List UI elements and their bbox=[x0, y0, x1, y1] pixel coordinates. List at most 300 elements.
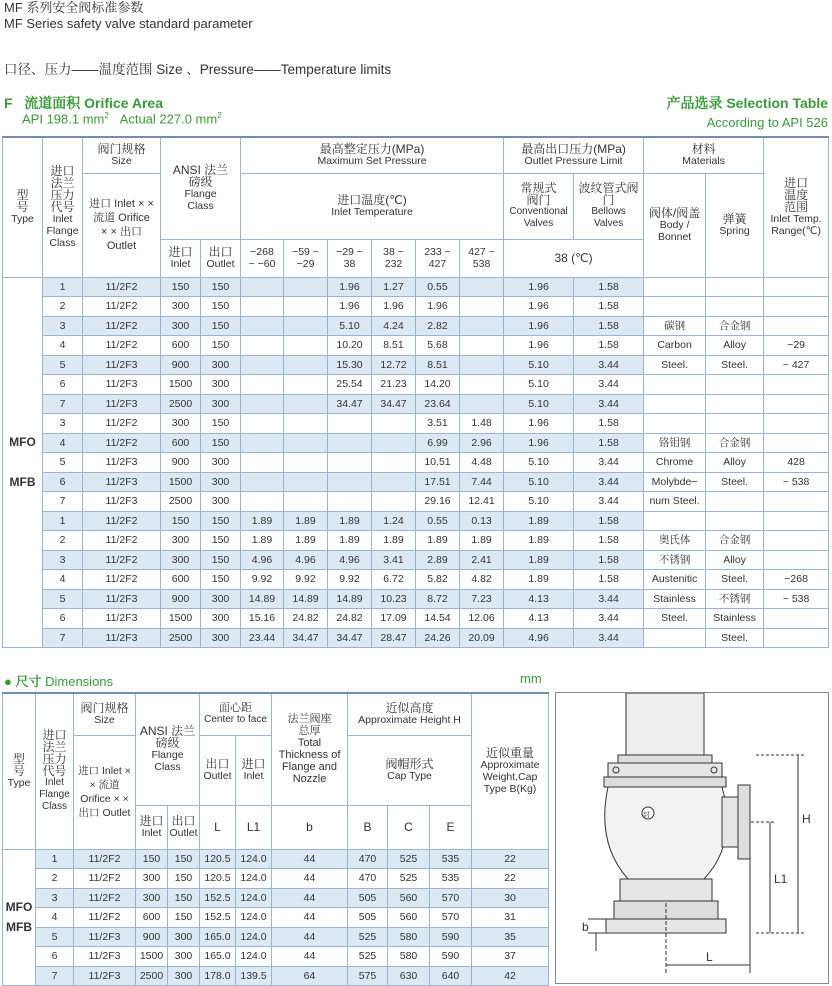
t1-cell: 0.13 bbox=[460, 511, 504, 531]
t1-cell: 4.13 bbox=[504, 609, 574, 629]
t1-cell bbox=[328, 433, 372, 453]
table-row bbox=[3, 609, 829, 629]
t2-cell: 124.0 bbox=[236, 888, 272, 908]
t1-cell: 150 bbox=[201, 511, 241, 531]
t1-spring-cell: Stainless bbox=[706, 609, 764, 629]
t1-cell: 4.82 bbox=[460, 570, 504, 590]
t1-cell: 2.41 bbox=[460, 550, 504, 570]
t2-cell: 11/2F2 bbox=[74, 869, 136, 889]
t1-cell: 12.06 bbox=[460, 609, 504, 629]
api-area: API 198.1 mm bbox=[22, 111, 105, 127]
t1-cell: 1.58 bbox=[574, 531, 644, 551]
t1-body-cell: num Steel. bbox=[644, 492, 706, 512]
t1-cell: 2.89 bbox=[416, 550, 460, 570]
t1-cell: 21.23 bbox=[372, 375, 416, 395]
table-row bbox=[3, 453, 829, 473]
t1-cell: 3 bbox=[43, 316, 83, 336]
drawing-H-label: H bbox=[802, 812, 811, 826]
t2-inlet-header: 进口 Inlet bbox=[136, 805, 168, 849]
t1-cell: 300 bbox=[201, 394, 241, 414]
t2-cell: 470 bbox=[348, 869, 388, 889]
t2-cell: 7 bbox=[36, 966, 74, 986]
t2-cell: 560 bbox=[388, 888, 430, 908]
t1-temp-col-3: 38 ~ 232 bbox=[372, 239, 416, 277]
en-title: MF Series safety valve standard parameter bbox=[4, 16, 253, 31]
t1-inlet-header: 进口 Inlet bbox=[161, 239, 201, 277]
t1-cell bbox=[284, 472, 328, 492]
t2-cell: 124.0 bbox=[236, 908, 272, 928]
drawing-L-label: L bbox=[706, 950, 713, 964]
t1-outlet-header: 出口 Outlet bbox=[201, 239, 241, 277]
table-row bbox=[3, 394, 829, 414]
t1-range-cell bbox=[764, 628, 829, 648]
table-row bbox=[3, 927, 549, 947]
t1-cell bbox=[284, 316, 328, 336]
t1-bellows-header: 波纹管式阀门 Bellows Valves bbox=[574, 173, 644, 239]
t1-cell: 9.92 bbox=[241, 570, 284, 590]
t1-cell: 34.47 bbox=[284, 628, 328, 648]
t1-spring-cell bbox=[706, 297, 764, 317]
t1-cell: 150 bbox=[201, 414, 241, 434]
t2-cell: 570 bbox=[430, 888, 472, 908]
t1-cell: 17.09 bbox=[372, 609, 416, 629]
t1-cell bbox=[372, 453, 416, 473]
t1-cell: 3.51 bbox=[416, 414, 460, 434]
t1-temp-col-5: 427 ~ 538 bbox=[460, 239, 504, 277]
t1-spring-cell bbox=[706, 414, 764, 434]
t1-cell: 1.89 bbox=[284, 511, 328, 531]
t1-cell: 34.47 bbox=[328, 628, 372, 648]
t2-cell: 64 bbox=[272, 966, 348, 986]
t1-cell: 1.89 bbox=[284, 531, 328, 551]
t1-cell: 7.44 bbox=[460, 472, 504, 492]
t1-cell: 3.44 bbox=[574, 492, 644, 512]
t1-cell: 300 bbox=[161, 316, 201, 336]
t1-cell: 11/2F2 bbox=[83, 277, 161, 297]
t1-cell: 25.54 bbox=[328, 375, 372, 395]
t2-cell: 152.5 bbox=[200, 908, 236, 928]
t2-L-header: L bbox=[200, 805, 236, 849]
t1-cell: 300 bbox=[201, 609, 241, 629]
t1-cell bbox=[284, 277, 328, 297]
table-row bbox=[3, 570, 829, 590]
t2-cell: 124.0 bbox=[236, 869, 272, 889]
t1-cell: 9.92 bbox=[284, 570, 328, 590]
t2-cell: 300 bbox=[136, 869, 168, 889]
t1-cell: 6 bbox=[43, 609, 83, 629]
t1-cell: 6.99 bbox=[416, 433, 460, 453]
selection-table bbox=[2, 136, 829, 648]
t2-thickness-header: 法兰阀座总厚 Total Thickness of Flange and Nozzle bbox=[272, 693, 348, 805]
t1-spring-cell: Steel. bbox=[706, 355, 764, 375]
t1-spring-cell bbox=[706, 375, 764, 395]
t1-cell: 150 bbox=[201, 531, 241, 551]
t1-cell: 150 bbox=[201, 550, 241, 570]
t1-range-cell bbox=[764, 511, 829, 531]
t1-cell bbox=[372, 472, 416, 492]
t1-cell: 10.23 bbox=[372, 589, 416, 609]
t2-cell: 900 bbox=[136, 927, 168, 947]
t1-spring-cell: 合金钢 bbox=[706, 316, 764, 336]
t2-cell: 470 bbox=[348, 849, 388, 869]
t1-cell: 5 bbox=[43, 453, 83, 473]
t1-cell: 4 bbox=[43, 570, 83, 590]
t1-cell: 3 bbox=[43, 414, 83, 434]
t1-cell: 8.51 bbox=[372, 336, 416, 356]
t2-cell: 11/2F2 bbox=[74, 849, 136, 869]
t2-cell: 30 bbox=[472, 888, 549, 908]
t1-cell: 150 bbox=[201, 570, 241, 590]
t1-cell: 300 bbox=[161, 550, 201, 570]
t1-maxset-header: 最高整定压力(MPa) Maximum Set Pressure bbox=[241, 137, 504, 173]
t1-cell: 3.44 bbox=[574, 472, 644, 492]
t2-cell: 44 bbox=[272, 927, 348, 947]
t1-cell: 1.96 bbox=[504, 316, 574, 336]
t1-range-cell bbox=[764, 433, 829, 453]
t1-cell: 15.16 bbox=[241, 609, 284, 629]
t1-cell: 150 bbox=[161, 511, 201, 531]
t1-cell: 300 bbox=[161, 531, 201, 551]
t1-cell: 11/2F2 bbox=[83, 297, 161, 317]
t2-B-header: B bbox=[348, 805, 388, 849]
t1-cell: 150 bbox=[201, 297, 241, 317]
t1-cell: 300 bbox=[201, 472, 241, 492]
according-api: According to API 526 bbox=[706, 115, 828, 130]
t1-spring-cell: 不锈钢 bbox=[706, 589, 764, 609]
t1-cell bbox=[241, 316, 284, 336]
t2-cell: 600 bbox=[136, 908, 168, 928]
valve-drawing bbox=[555, 692, 829, 984]
t2-cell: 580 bbox=[388, 927, 430, 947]
t1-range-cell bbox=[764, 531, 829, 551]
t2-cell: 590 bbox=[430, 947, 472, 967]
t1-cell: 900 bbox=[161, 589, 201, 609]
t1-cell: 1.96 bbox=[504, 297, 574, 317]
t1-cell: 10.51 bbox=[416, 453, 460, 473]
t1-cell: 14.89 bbox=[241, 589, 284, 609]
t1-cell bbox=[284, 453, 328, 473]
t1-spring-header: 弹簧 Spring bbox=[706, 173, 764, 277]
t1-temp-col-4: 233 ~ 427 bbox=[416, 239, 460, 277]
t2-cell: 44 bbox=[272, 947, 348, 967]
t1-cell bbox=[460, 316, 504, 336]
t1-cell: 1.24 bbox=[372, 511, 416, 531]
t1-spring-cell: Steel. bbox=[706, 472, 764, 492]
t1-cell: 8.72 bbox=[416, 589, 460, 609]
t1-temp-col-1: −59 ~ −29 bbox=[284, 239, 328, 277]
t1-cell: 11/2F3 bbox=[83, 609, 161, 629]
t1-body-cell: Steel. bbox=[644, 609, 706, 629]
t2-cell: 11/2F2 bbox=[74, 908, 136, 928]
t1-body-cell: Molybde− bbox=[644, 472, 706, 492]
t1-cell bbox=[328, 492, 372, 512]
t1-cell: 1.96 bbox=[372, 297, 416, 317]
t1-cell: 5 bbox=[43, 355, 83, 375]
t1-spring-cell: Steel. bbox=[706, 628, 764, 648]
t2-face-header: 面心距 Center to face bbox=[200, 693, 272, 735]
t1-cell: 11/2F2 bbox=[83, 316, 161, 336]
table-row bbox=[3, 849, 549, 869]
t1-body-cell: Stainless bbox=[644, 589, 706, 609]
t1-body-cell: 不锈钢 bbox=[644, 550, 706, 570]
table-row bbox=[3, 550, 829, 570]
t1-cell: 11/2F2 bbox=[83, 570, 161, 590]
t2-cell: 124.0 bbox=[236, 849, 272, 869]
t1-body-cell bbox=[644, 277, 706, 297]
t1-cell: 29.16 bbox=[416, 492, 460, 512]
t2-cell: 150 bbox=[168, 869, 200, 889]
t2-ansi-header: ANSI 法兰磅级 Flange Class bbox=[136, 693, 200, 805]
t2-cell: 300 bbox=[136, 888, 168, 908]
t1-cell: 2.96 bbox=[460, 433, 504, 453]
t1-cell: 1.89 bbox=[328, 511, 372, 531]
t1-cell: 4.24 bbox=[372, 316, 416, 336]
t1-range-cell bbox=[764, 550, 829, 570]
t1-cell: 1.58 bbox=[574, 414, 644, 434]
t1-size-header: 阀门规格 Size bbox=[83, 137, 161, 173]
t1-cell: 11/2F3 bbox=[83, 492, 161, 512]
unit-label: mm bbox=[520, 671, 542, 686]
t1-cell: 3.44 bbox=[574, 375, 644, 395]
t1-cell: 300 bbox=[161, 297, 201, 317]
t2-cell: 2 bbox=[36, 869, 74, 889]
t1-body-cell bbox=[644, 414, 706, 434]
t1-cell: 4.96 bbox=[328, 550, 372, 570]
t1-cell: 6 bbox=[43, 375, 83, 395]
t2-cell: 139.5 bbox=[236, 966, 272, 986]
t2-L1-header: L1 bbox=[236, 805, 272, 849]
dimensions-heading: ● 尺寸 Dimensions bbox=[4, 674, 114, 689]
t1-cell: 300 bbox=[201, 355, 241, 375]
table-row bbox=[3, 277, 829, 297]
t1-cell: 11/2F3 bbox=[83, 355, 161, 375]
actual-area: Actual 227.0 mm bbox=[119, 111, 218, 127]
t1-cell bbox=[460, 375, 504, 395]
t1-cell: 300 bbox=[201, 628, 241, 648]
t2-cell: 22 bbox=[472, 869, 549, 889]
t1-cell: 1.89 bbox=[504, 570, 574, 590]
t1-body-cell: Carbon bbox=[644, 336, 706, 356]
t1-cell: 23.44 bbox=[241, 628, 284, 648]
t2-flange-header: 进口法兰压力代号 Inlet Flange Class bbox=[36, 693, 74, 849]
t2-E-header: E bbox=[430, 805, 472, 849]
t1-cell bbox=[241, 453, 284, 473]
t1-cell: 150 bbox=[161, 277, 201, 297]
t1-cell: 3.44 bbox=[574, 609, 644, 629]
t1-cell: 11/2F2 bbox=[83, 433, 161, 453]
t1-cell: 1.96 bbox=[328, 277, 372, 297]
t1-cell: 1.58 bbox=[574, 550, 644, 570]
api-sup: 2 bbox=[104, 111, 109, 120]
t2-weight-header: 近似重量 Approximate Weight,Cap Type B(Kg) bbox=[472, 693, 549, 849]
t2-outlet-face-header: 出口 Outlet bbox=[200, 735, 236, 805]
t2-cell: 4 bbox=[36, 908, 74, 928]
t1-cell: 1.58 bbox=[574, 336, 644, 356]
t1-cell: 4 bbox=[43, 336, 83, 356]
t2-cell: 535 bbox=[430, 849, 472, 869]
t1-cell: 20.09 bbox=[460, 628, 504, 648]
t1-body-cell bbox=[644, 394, 706, 414]
t1-body-cell: 铬钼钢 bbox=[644, 433, 706, 453]
t1-range-header: 进口温度范围 Inlet Temp. Range(℃) bbox=[764, 137, 829, 277]
t1-body-cell: Austenitic bbox=[644, 570, 706, 590]
t1-materials-header: 材料 Materials bbox=[644, 137, 764, 173]
t1-spring-cell: 合金钢 bbox=[706, 433, 764, 453]
t1-cell bbox=[241, 355, 284, 375]
t1-cell: 300 bbox=[201, 375, 241, 395]
t1-cell bbox=[284, 355, 328, 375]
table-row bbox=[3, 375, 829, 395]
t1-spring-cell bbox=[706, 394, 764, 414]
t2-cell: 525 bbox=[388, 869, 430, 889]
t1-cell: 11/2F2 bbox=[83, 531, 161, 551]
table-row bbox=[3, 869, 549, 889]
t1-cell: 1.89 bbox=[372, 531, 416, 551]
t1-cell: 14.20 bbox=[416, 375, 460, 395]
t1-cell: 150 bbox=[201, 336, 241, 356]
t1-cell bbox=[460, 394, 504, 414]
t1-cell bbox=[241, 375, 284, 395]
t1-cell: 300 bbox=[201, 492, 241, 512]
t1-cell: 1.58 bbox=[574, 277, 644, 297]
t1-range-cell bbox=[764, 492, 829, 512]
t1-cell: 11/2F3 bbox=[83, 394, 161, 414]
valve-drawing-svg bbox=[556, 693, 828, 983]
t2-cell: 3 bbox=[36, 888, 74, 908]
t1-cell: 300 bbox=[201, 453, 241, 473]
t1-cell bbox=[372, 414, 416, 434]
table-row bbox=[3, 531, 829, 551]
t2-cell: 505 bbox=[348, 888, 388, 908]
t2-cell: 535 bbox=[430, 869, 472, 889]
dimensions-table bbox=[2, 692, 549, 986]
t1-cell: 5.10 bbox=[504, 492, 574, 512]
t2-cell: 124.0 bbox=[236, 947, 272, 967]
t1-cell: 1.89 bbox=[241, 511, 284, 531]
t1-cell: 11/2F2 bbox=[83, 511, 161, 531]
t1-cell: 1500 bbox=[161, 609, 201, 629]
t1-cell: 4.13 bbox=[504, 589, 574, 609]
t1-cell bbox=[284, 297, 328, 317]
t1-range-cell bbox=[764, 375, 829, 395]
t1-cell: 0.55 bbox=[416, 277, 460, 297]
t1-cell: 1 bbox=[43, 277, 83, 297]
t1-cell: 2500 bbox=[161, 628, 201, 648]
t2-cell: 31 bbox=[472, 908, 549, 928]
t1-cell: 2.82 bbox=[416, 316, 460, 336]
t1-cell: 14.89 bbox=[284, 589, 328, 609]
t1-size-sub: 进口 Inlet × × 流道 Orifice × × 出口 Outlet bbox=[83, 173, 161, 277]
t1-cell: 14.89 bbox=[328, 589, 372, 609]
t1-cell: 2 bbox=[43, 297, 83, 317]
t1-cell bbox=[328, 414, 372, 434]
drawing-b-label: b bbox=[582, 920, 589, 934]
t1-cell: 1.96 bbox=[504, 433, 574, 453]
t2-cell: 150 bbox=[168, 888, 200, 908]
t1-body-header: 阀体/阀盖 Body / Bonnet bbox=[644, 173, 706, 277]
t1-range-cell bbox=[764, 394, 829, 414]
t1-cell: 1.96 bbox=[504, 336, 574, 356]
t2-cell: 37 bbox=[472, 947, 549, 967]
t2-size-sub: 进口 Inlet × × 流道 Orifice × × 出口 Outlet bbox=[74, 735, 136, 849]
cn-title: MF 系列安全阀标准参数 bbox=[4, 0, 144, 15]
selection-table-title: 产品选录 Selection Table bbox=[666, 95, 828, 111]
t1-cell: 1.89 bbox=[504, 550, 574, 570]
t1-cell: 1.96 bbox=[504, 414, 574, 434]
t1-cell: 11/2F3 bbox=[83, 375, 161, 395]
t1-outlet-limit-header: 最高出口压力(MPa) Outlet Pressure Limit bbox=[504, 137, 644, 173]
orifice-area-values bbox=[22, 111, 222, 126]
t1-cell: 11/2F2 bbox=[83, 414, 161, 434]
section-letter: F bbox=[4, 95, 13, 111]
t1-cell: 2500 bbox=[161, 394, 201, 414]
t1-type-cell: MFO MFB bbox=[3, 277, 43, 648]
t2-cell: 575 bbox=[348, 966, 388, 986]
t1-range-cell: −268 bbox=[764, 570, 829, 590]
t1-conventional-header: 常规式阀门 Conventional Valves bbox=[504, 173, 574, 239]
t2-cell: 11/2F2 bbox=[74, 888, 136, 908]
t1-cell bbox=[284, 375, 328, 395]
t1-cell: 1500 bbox=[161, 375, 201, 395]
t1-spring-cell bbox=[706, 277, 764, 297]
table-row bbox=[3, 888, 549, 908]
t1-cell: 9.92 bbox=[328, 570, 372, 590]
t1-cell: 6.72 bbox=[372, 570, 416, 590]
drawing-seal-label: 封 bbox=[643, 811, 650, 819]
t1-cell: 14.54 bbox=[416, 609, 460, 629]
t1-cell bbox=[460, 297, 504, 317]
t1-cell: 1.89 bbox=[504, 511, 574, 531]
t1-body-cell bbox=[644, 511, 706, 531]
t2-cell: 630 bbox=[388, 966, 430, 986]
t1-cell: 1.89 bbox=[328, 531, 372, 551]
t1-cell: 5.10 bbox=[504, 394, 574, 414]
t1-cell: 5.82 bbox=[416, 570, 460, 590]
t1-body-cell bbox=[644, 375, 706, 395]
t1-cell: 600 bbox=[161, 570, 201, 590]
t2-cell: 6 bbox=[36, 947, 74, 967]
t1-cell: 1.96 bbox=[328, 297, 372, 317]
t1-cell bbox=[372, 492, 416, 512]
t2-cell: 505 bbox=[348, 908, 388, 928]
t1-range-cell bbox=[764, 316, 829, 336]
table-row bbox=[3, 966, 549, 986]
table-row bbox=[3, 628, 829, 648]
t1-cell: 5.10 bbox=[504, 355, 574, 375]
t1-cell: 1.58 bbox=[574, 297, 644, 317]
table-row bbox=[3, 492, 829, 512]
t1-cell: 8.51 bbox=[416, 355, 460, 375]
t1-cell: 7 bbox=[43, 628, 83, 648]
t1-type-header: 型号 Type bbox=[3, 137, 43, 277]
t2-cell: 124.0 bbox=[236, 927, 272, 947]
t1-cell bbox=[284, 336, 328, 356]
t2-cell: 590 bbox=[430, 927, 472, 947]
t1-cell: 7 bbox=[43, 394, 83, 414]
t1-cell: 5.10 bbox=[328, 316, 372, 336]
t2-cell: 150 bbox=[136, 849, 168, 869]
t1-cell: 34.47 bbox=[328, 394, 372, 414]
table-row bbox=[3, 336, 829, 356]
t2-cell: 11/2F3 bbox=[74, 966, 136, 986]
t1-cell: 7 bbox=[43, 492, 83, 512]
t2-cell: 42 bbox=[472, 966, 549, 986]
t1-cell: 1.27 bbox=[372, 277, 416, 297]
t1-cell: 1.58 bbox=[574, 433, 644, 453]
t1-temp-col-2: −29 ~ 38 bbox=[328, 239, 372, 277]
t1-cell: 12.72 bbox=[372, 355, 416, 375]
t2-cell: 44 bbox=[272, 888, 348, 908]
